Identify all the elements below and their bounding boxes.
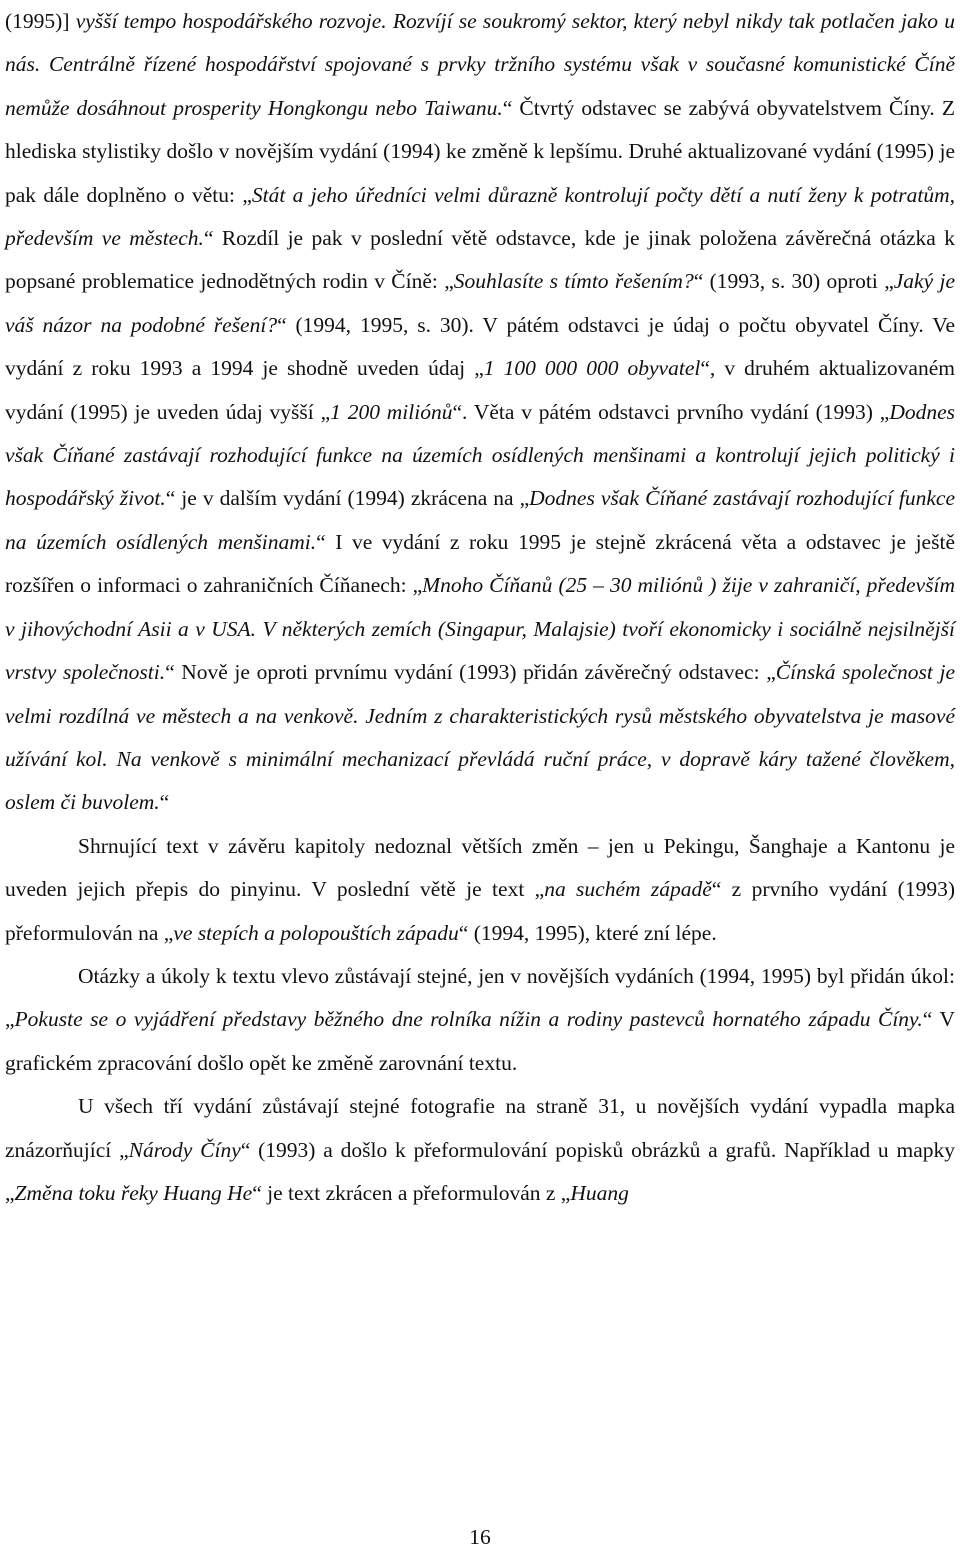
text-segment: “ (1994, 1995, s. 30). V pátém odstavci je údaj o počtu obyvatel Číny. Ve vydání z roku 1993 a 1994 je shodně uveden údaj „ [5, 312, 955, 381]
paragraph-photos-maps [5, 1085, 955, 1215]
text-segment: “ z prvního vydání (1993) přeformulován na „ [5, 877, 955, 945]
italic-quote: Stát a jeho úředníci velmi důrazně kontrolují počty dětí a nutí ženy k potratům, především ve městech. [5, 182, 955, 251]
italic-quote: Souhlasíte s tímto řešením? [453, 269, 694, 294]
paragraph-continuation [5, 0, 955, 825]
text-segment: “ I ve vydání z roku 1995 je stejně zkrácená věta a odstavec je ještě rozšířen o informaci o zahraničních Číňanech: „ [5, 529, 955, 598]
text-segment: Otázky a úkoly k textu vlevo zůstávají stejné, jen v novějších vydáních (1994, 1995) byl přidán úkol: „ [5, 963, 955, 1032]
italic-quote: Čínská společnost je velmi rozdílná ve městech a na venkově. Jedním z charakteristických rysů městského obyvatelstva je masové užívání kol. Na venkově s minimální mechanizací převládá ruční práce, v dopravě káry tažené člověkem, oslem či buvolem. [5, 660, 955, 815]
italic-quote: 1 100 000 000 obyvatel [483, 356, 701, 381]
italic-quote: Dodnes však Číňané zastávají rozhodující funkce na územích osídlených menšinami a kontrolují jejich politický i hospodářský život. [5, 399, 956, 511]
page-number: 16 [469, 1525, 491, 1549]
italic-quote: Jaký je váš názor na podobné řešení? [5, 269, 955, 337]
text-segment: “ Rozdíl je pak v poslední větě odstavce, kde je jinak položena závěrečná otázka k popsané problematice jednodětných rodin v Číně: „ [5, 226, 955, 294]
italic-quote: Změna toku řeky Huang He [14, 1180, 253, 1205]
paragraph-questions-tasks [5, 955, 955, 1085]
text-segment: “ Čtvrtý odstavec se zabývá obyvatelstvem Číny. Z hlediska stylistiky došlo v novějším vydání (1994) ke změně k lepšímu. Druhé aktualizované vydání (1995) je pak dále doplněno o větu: „ [5, 95, 955, 207]
paragraph-summary-text [5, 825, 955, 955]
text-segment: U všech tří vydání zůstávají stejné fotografie na straně 31, u novějších vydání vypadla mapka znázorňující „ [5, 1094, 955, 1162]
text-segment: “, v druhém aktualizovaném vydání (1995) je uveden údaj vyšší „ [5, 356, 955, 424]
text-segment: “ je text zkrácen a přeformulován z „ [252, 1180, 571, 1205]
document-body [5, 0, 955, 1215]
italic-quote: Dodnes však Číňané zastávají rozhodující funkce na územích osídlených menšinami. [5, 486, 955, 554]
text-segment: Shrnující text v závěru kapitoly nedoznal větších změn – jen u Pekingu, Šanghaje a Kantonu je uveden jejich přepis do pinyinu. V poslední větě je text „ [5, 833, 955, 902]
text-segment: “ (1993) a došlo k přeformulování popisků obrázků a grafů. Například u mapky „ [5, 1137, 955, 1205]
italic-quote: vyšší tempo hospodářského rozvoje. Rozvíjí se soukromý sektor, který nebyl nikdy tak potlačen jako u nás. Centrálně řízené hospodářství spojované s prvky tržního systému však v současné komunistické Číně nemůže dosáhnout prosperity Hongkongu nebo Taiwanu. [5, 9, 955, 120]
italic-quote: na suchém západě [544, 877, 712, 902]
text-segment: “ (1993, s. 30) oproti „ [693, 269, 894, 294]
italic-quote: ve stepích a polopouštích západu [173, 920, 459, 945]
italic-quote: Národy Číny [128, 1137, 241, 1162]
italic-quote: Pokuste se o vyjádření představy běžného dne rolníka nížin a rodiny pastevců hornatého západu Číny. [14, 1007, 923, 1032]
text-segment: “ V grafickém zpracování došlo opět ke změně zarovnání textu. [5, 1007, 955, 1075]
text-segment: “ (1994, 1995), které zní lépe. [458, 920, 717, 945]
text-segment: “. Věta v pátém odstavci prvního vydání (1993) „ [452, 399, 890, 424]
text-segment: (1995)] [5, 9, 76, 33]
text-segment: “ [159, 790, 170, 815]
italic-quote: Mnoho Číňanů (25 – 30 miliónů ) žije v zahraničí, především v jihovýchodní Asii a v USA. V některých zemích (Singapur, Malajsie) tvoří ekonomicky i sociálně nejsilnější vrstvy společnosti. [5, 573, 955, 685]
text-segment: “ je v dalším vydání (1994) zkrácena na „ [165, 486, 530, 511]
italic-quote: Huang [570, 1180, 629, 1205]
text-segment: “ Nově je oproti prvnímu vydání (1993) přidán závěrečný odstavec: „ [165, 660, 776, 685]
italic-quote: 1 200 miliónů [330, 399, 453, 424]
